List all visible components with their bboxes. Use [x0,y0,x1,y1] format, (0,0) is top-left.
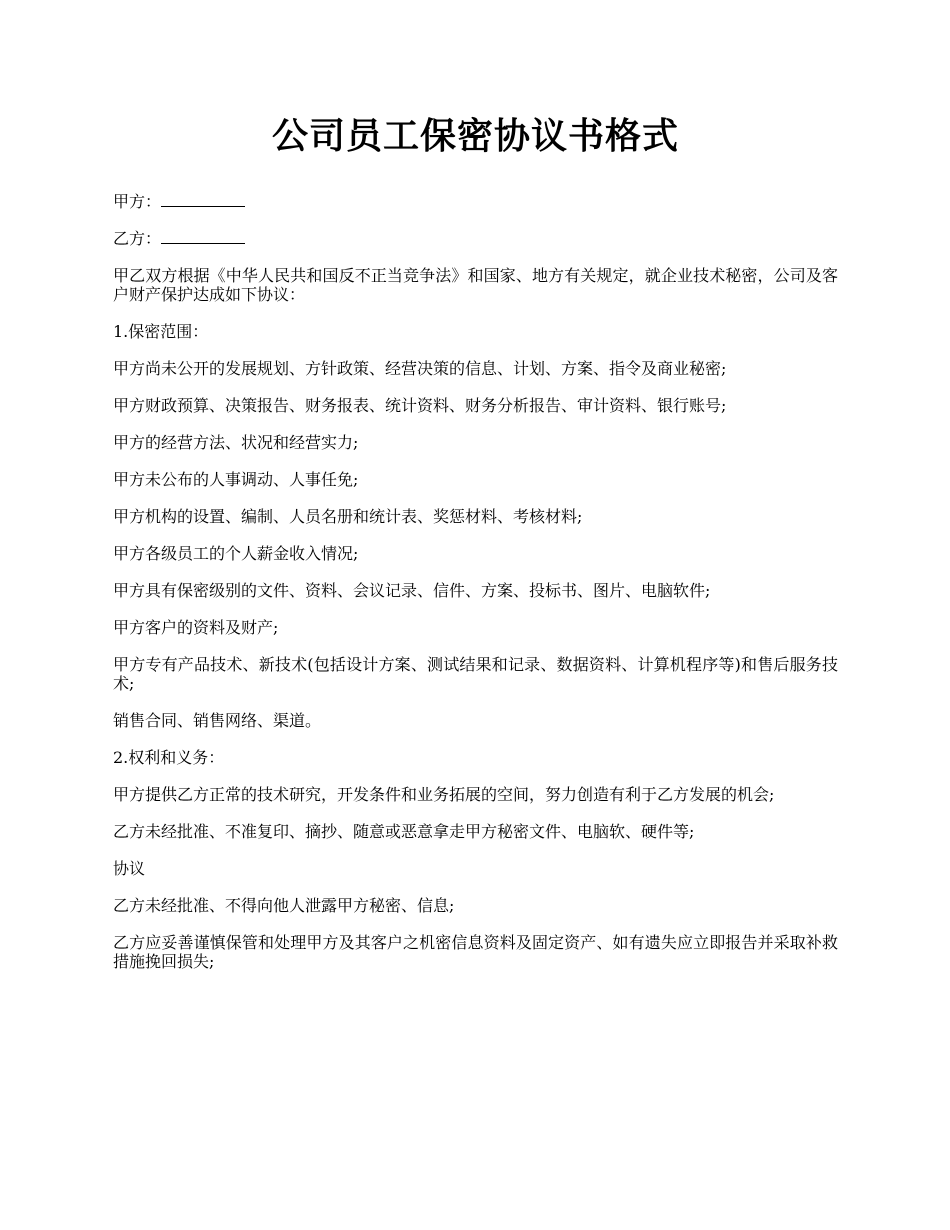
party-b-line [113,229,838,248]
party-a-label: 甲方： [113,192,162,211]
party-a-blank [161,193,245,207]
paragraph: 甲方尚未公开的发展规划、方针政策、经营决策的信息、计划、方案、指令及商业秘密; [113,359,727,378]
paragraph: 协议 [113,859,146,878]
paragraph: 销售合同、销售网络、渠道。 [113,711,322,730]
paragraph: 乙方未经批准、不得向他人泄露甲方秘密、信息; [113,896,455,915]
paragraph-intro: 甲乙双方根据《中华人民共和国反不正当竞争法》和国家、地方有关规定，就企业技术秘密，公司及客户财产保护达成如下协议： [113,266,838,304]
party-a-line [113,192,838,211]
party-b-blank [161,230,245,244]
paragraph: 甲方客户的资料及财产; [113,618,279,637]
paragraph: 甲方财政预算、决策报告、财务报表、统计资料、财务分析报告、审计资料、银行账号; [113,396,727,415]
section-heading-rights: 2.权利和义务： [113,748,225,767]
paragraph: 甲方具有保密级别的文件、资料、会议记录、信件、方案、投标书、图片、电脑软件; [113,581,711,600]
paragraph: 乙方应妥善谨慎保管和处理甲方及其客户之机密信息资料及固定资产、如有遗失应立即报告并采取补救措施挽回损失; [113,933,838,971]
paragraph: 甲方专有产品技术、新技术(包括设计方案、测试结果和记录、数据资料、计算机程序等)和售后服务技术; [113,655,838,693]
paragraph: 乙方未经批准、不准复印、摘抄、随意或恶意拿走甲方秘密文件、电脑软、硬件等; [113,822,695,841]
section-heading-scope: 1.保密范围： [113,322,209,341]
paragraph: 甲方提供乙方正常的技术研究，开发条件和业务拓展的空间，努力创造有利于乙方发展的机会; [113,785,775,804]
paragraph: 甲方未公布的人事调动、人事任免; [113,470,359,489]
paragraph: 甲方机构的设置、编制、人员名册和统计表、奖惩材料、考核材料; [113,507,583,526]
document-title: 公司员工保密协议书格式 [271,115,679,157]
paragraph: 甲方各级员工的个人薪金收入情况; [113,544,359,563]
paragraph: 甲方的经营方法、状况和经营实力; [113,433,359,452]
party-b-label: 乙方： [113,229,162,248]
